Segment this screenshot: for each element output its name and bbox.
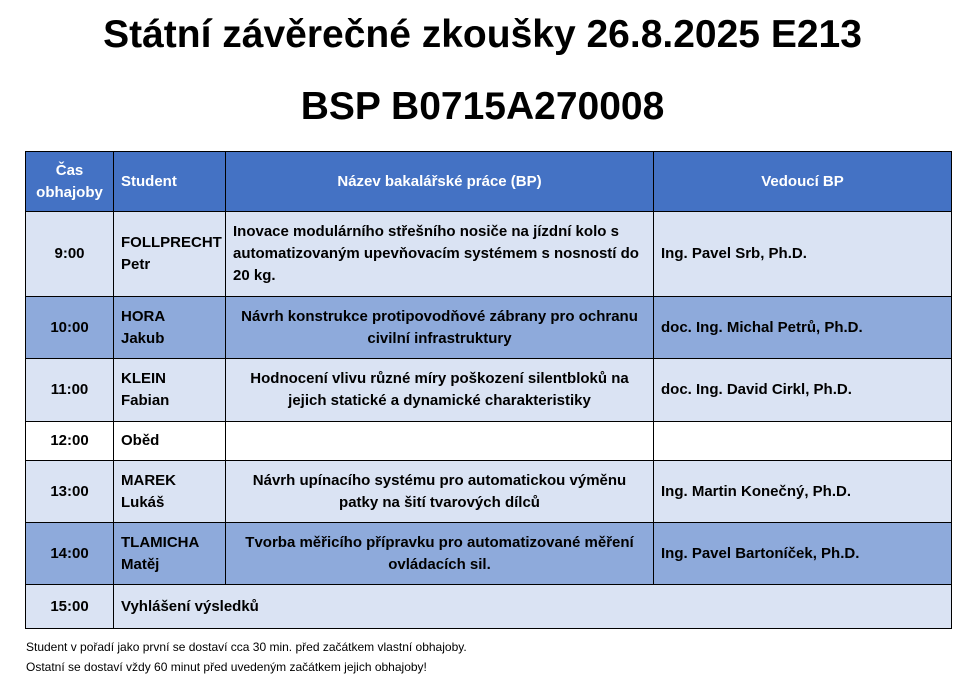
table-row-lunch — [26, 422, 952, 461]
program-code: BSP B0715A270008 — [300, 85, 665, 128]
thesis-cell: Návrh upínacího systému pro automatickou výměnu patky na šití tvarových dílců — [226, 461, 654, 523]
supervisor-cell-empty — [654, 422, 952, 461]
col-time-header: Čas obhajoby — [26, 152, 114, 212]
table-row — [26, 212, 952, 297]
student-firstname: Fabian — [121, 392, 170, 409]
break-label: Oběd — [114, 422, 226, 461]
student-surname: KLEIN — [121, 370, 166, 387]
student-firstname: Matěj — [121, 555, 160, 573]
col-supervisor-header: Vedoucí BP — [654, 152, 952, 212]
supervisor-cell: doc. Ing. Michal Petrů, Ph.D. — [654, 297, 952, 359]
col-student-header: Student — [114, 152, 226, 212]
supervisor-cell: Ing. Pavel Bartoníček, Ph.D. — [654, 523, 952, 585]
footnotes — [26, 637, 467, 677]
student-firstname: Jakub — [121, 329, 165, 347]
schedule-table — [25, 151, 952, 629]
student-cell — [114, 461, 226, 523]
table-row — [26, 461, 952, 523]
student-cell — [114, 212, 226, 297]
student-surname: MAREK — [121, 471, 176, 489]
student-cell — [114, 359, 226, 422]
supervisor-cell: Ing. Pavel Srb, Ph.D. — [654, 212, 952, 297]
table-row — [26, 523, 952, 585]
thesis-cell-empty — [226, 422, 654, 461]
table-row — [26, 297, 952, 359]
col-thesis-header: Název bakalářské práce (BP) — [226, 152, 654, 212]
student-firstname: Petr — [121, 256, 151, 273]
footnote-other-students: Ostatní se dostaví vždy 60 minut před uvedeným začátkem jejich obhajoby! — [26, 660, 427, 674]
footnote-first-student: Student v pořadí jako první se dostaví cca 30 min. před začátkem vlastní obhajoby. — [26, 640, 467, 654]
thesis-cell: Tvorba měřicího přípravku pro automatizované měření ovládacích sil. — [226, 523, 654, 585]
time-cell: 11:00 — [26, 359, 114, 422]
time-cell: 12:00 — [26, 422, 114, 461]
thesis-cell: Hodnocení vlivu různé míry poškození silentbloků na jejich statické a dynamické charakteristiky — [226, 359, 654, 422]
results-label: Vyhlášení výsledků — [114, 585, 952, 629]
thesis-cell: Inovace modulárního střešního nosiče na jízdní kolo s automatizovaným upevňovacím systémem s nosností do 20 kg. — [226, 212, 654, 297]
student-surname: HORA — [121, 307, 166, 325]
time-cell: 15:00 — [26, 585, 114, 629]
table-header-row — [26, 152, 952, 212]
time-cell: 13:00 — [26, 461, 114, 523]
supervisor-cell: doc. Ing. David Cirkl, Ph.D. — [654, 359, 952, 422]
thesis-cell: Návrh konstrukce protipovodňové zábrany pro ochranu civilní infrastruktury — [226, 297, 654, 359]
page-title: Státní závěrečné zkoušky 26.8.2025 E213 — [103, 13, 862, 56]
table-row-results — [26, 585, 952, 629]
student-cell — [114, 523, 226, 585]
supervisor-cell: Ing. Martin Konečný, Ph.D. — [654, 461, 952, 523]
student-surname: FOLLPRECHT — [121, 234, 222, 251]
table-row — [26, 359, 952, 422]
student-surname: TLAMICHA — [121, 533, 200, 551]
student-cell — [114, 297, 226, 359]
time-cell: 14:00 — [26, 523, 114, 585]
time-cell: 10:00 — [26, 297, 114, 359]
time-cell: 9:00 — [26, 212, 114, 297]
student-firstname: Lukáš — [121, 493, 165, 511]
